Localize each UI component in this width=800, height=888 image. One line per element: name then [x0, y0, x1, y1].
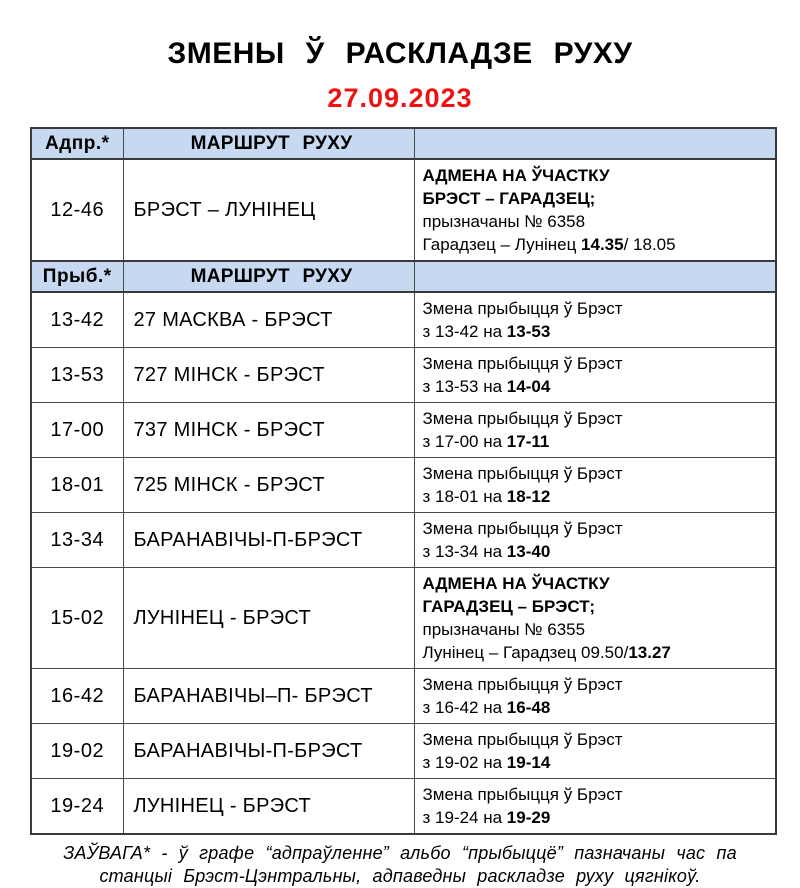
- note-line: з 18-01 на 18-12: [422, 487, 551, 506]
- note-line: Гарадзец – Лунінец 14.35/ 18.05: [422, 235, 676, 254]
- route-cell: 737 МІНСК - БРЭСТ: [123, 403, 414, 458]
- note-line: Змена прыбыцця ў Брэст: [422, 464, 623, 483]
- route-cell: БАРАНАВІЧЫ-П-БРЭСТ: [123, 513, 414, 568]
- table-header-row: [31, 261, 776, 292]
- note-cell: [414, 458, 776, 513]
- table-row: [31, 159, 776, 261]
- note-cell: [414, 513, 776, 568]
- note-line: АДМЕНА НА ЎЧАСТКУ: [422, 166, 610, 185]
- note-line: Змена прыбыцця ў Брэст: [422, 354, 623, 373]
- route-cell: БРЭСТ – ЛУНІНЕЦ: [123, 159, 414, 261]
- time-cell: 16-42: [31, 669, 123, 724]
- footnote-line-1: ЗАЎВАГА* - ў графе “адпраўленне” альбо “прыбыццё” пазначаны час па: [63, 843, 737, 863]
- table-row: [31, 724, 776, 779]
- header-cell-note: [414, 128, 776, 159]
- footnote: [0, 842, 800, 888]
- table-row: [31, 669, 776, 724]
- note-line: АДМЕНА НА ЎЧАСТКУ: [422, 574, 610, 593]
- route-cell: 27 МАСКВА - БРЭСТ: [123, 292, 414, 348]
- page-title: ЗМЕНЫ Ў РАСКЛАДЗЕ РУХУ: [167, 37, 633, 70]
- note-line: з 13-53 на 14-04: [422, 377, 551, 396]
- note-line: ГАРАДЗЕЦ – БРЭСТ;: [422, 597, 596, 616]
- route-cell: БАРАНАВІЧЫ–П- БРЭСТ: [123, 669, 414, 724]
- route-cell: 727 МІНСК - БРЭСТ: [123, 348, 414, 403]
- note-line: Змена прыбыцця ў Брэст: [422, 519, 623, 538]
- table-row: [31, 403, 776, 458]
- time-cell: 12-46: [31, 159, 123, 261]
- note-line: прызначаны № 6355: [422, 620, 586, 639]
- note-line: Лунінец – Гарадзец 09.50/13.27: [422, 643, 671, 662]
- header-cell-time: Прыб.*: [31, 261, 123, 292]
- header-cell-route: МАРШРУТ РУХУ: [123, 128, 414, 159]
- table-header-row: [31, 128, 776, 159]
- table-row: [31, 568, 776, 669]
- note-line: Змена прыбыцця ў Брэст: [422, 409, 623, 428]
- note-cell: [414, 779, 776, 835]
- route-cell: 725 МІНСК - БРЭСТ: [123, 458, 414, 513]
- header-cell-time: Адпр.*: [31, 128, 123, 159]
- note-line: з 13-42 на 13-53: [422, 322, 551, 341]
- note-line: Змена прыбыцця ў Брэст: [422, 299, 623, 318]
- route-cell: БАРАНАВІЧЫ-П-БРЭСТ: [123, 724, 414, 779]
- note-line: Змена прыбыцця ў Брэст: [422, 675, 623, 694]
- time-cell: 18-01: [31, 458, 123, 513]
- note-cell: [414, 568, 776, 669]
- table-row: [31, 458, 776, 513]
- route-cell: ЛУНІНЕЦ - БРЭСТ: [123, 779, 414, 835]
- note-line: прызначаны № 6358: [422, 212, 586, 231]
- note-cell: [414, 403, 776, 458]
- note-line: Змена прыбыцця ў Брэст: [422, 785, 623, 804]
- time-cell: 13-53: [31, 348, 123, 403]
- date-heading: 27.09.2023: [327, 83, 473, 113]
- time-cell: 13-34: [31, 513, 123, 568]
- table-row: [31, 779, 776, 835]
- note-line: з 19-02 на 19-14: [422, 753, 551, 772]
- table-row: [31, 513, 776, 568]
- time-cell: 15-02: [31, 568, 123, 669]
- schedule-table: [30, 127, 777, 835]
- note-cell: [414, 724, 776, 779]
- note-cell: [414, 292, 776, 348]
- note-line: БРЭСТ – ГАРАДЗЕЦ;: [422, 189, 596, 208]
- note-line: з 13-34 на 13-40: [422, 542, 551, 561]
- note-line: з 19-24 на 19-29: [422, 808, 551, 827]
- note-cell: [414, 669, 776, 724]
- schedule-table-body: [31, 128, 776, 834]
- note-cell: [414, 348, 776, 403]
- time-cell: 17-00: [31, 403, 123, 458]
- note-line: Змена прыбыцця ў Брэст: [422, 730, 623, 749]
- table-row: [31, 292, 776, 348]
- table-row: [31, 348, 776, 403]
- note-line: з 16-42 на 16-48: [422, 698, 551, 717]
- header-cell-route: МАРШРУТ РУХУ: [123, 261, 414, 292]
- time-cell: 19-02: [31, 724, 123, 779]
- route-cell: ЛУНІНЕЦ - БРЭСТ: [123, 568, 414, 669]
- time-cell: 19-24: [31, 779, 123, 835]
- note-cell: [414, 159, 776, 261]
- note-line: з 17-00 на 17-11: [422, 432, 550, 451]
- header-cell-note: [414, 261, 776, 292]
- time-cell: 13-42: [31, 292, 123, 348]
- footnote-line-2: станцыі Брэст-Цэнтральны, адпаведны раскладзе руху цягнікоў.: [99, 866, 701, 886]
